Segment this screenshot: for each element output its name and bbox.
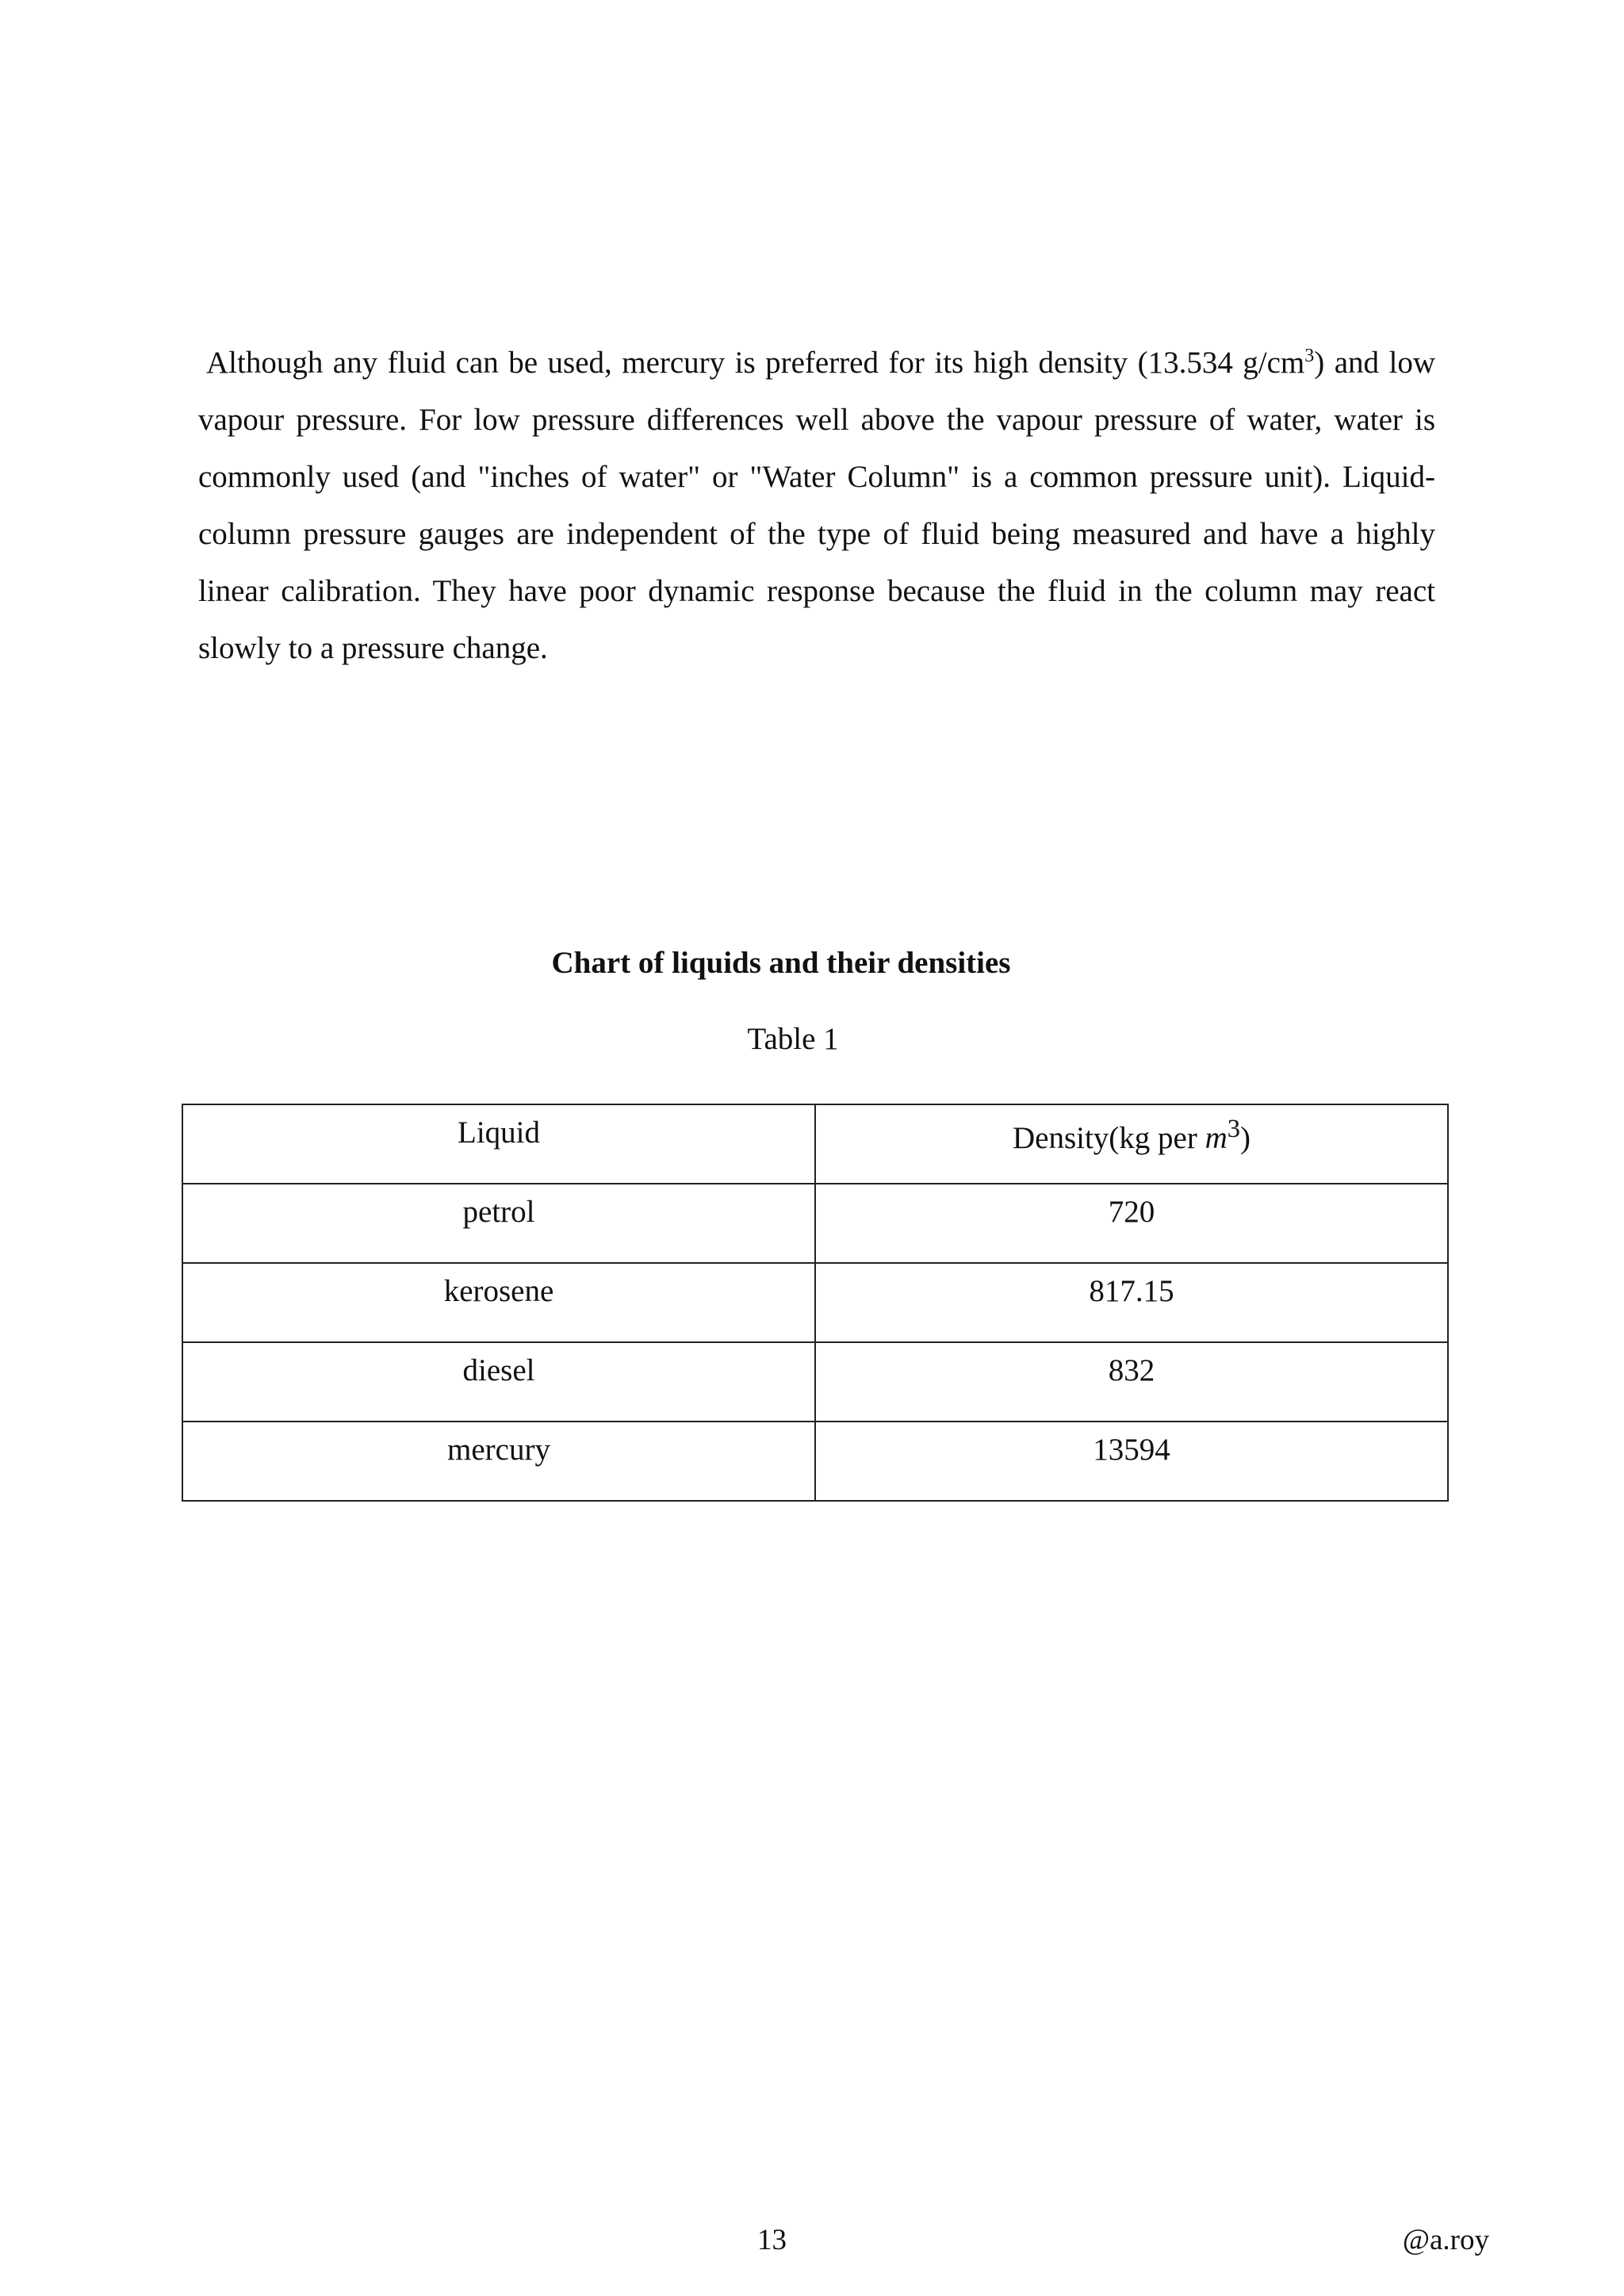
- header-density-suffix: ): [1240, 1121, 1251, 1155]
- chart-title: Chart of liquids and their densities: [551, 946, 1011, 980]
- table-caption: Table 1: [747, 1022, 839, 1056]
- cell-density: 832: [815, 1342, 1448, 1422]
- paragraph-text-start: Although any fluid can be used, mercury is preferred for its high density (13.534 g/cm: [206, 346, 1305, 380]
- header-liquid: [182, 1104, 815, 1184]
- author-handle: @a.roy: [1402, 2224, 1489, 2256]
- table-row: [182, 1342, 1448, 1422]
- cubic-superscript: 3: [1304, 346, 1315, 366]
- page-number: 13: [757, 2224, 787, 2256]
- header-density-label: Density(kg per: [1012, 1121, 1205, 1155]
- cell-liquid: petrol: [182, 1184, 815, 1263]
- cell-density: 817.15: [815, 1263, 1448, 1342]
- table-row: [182, 1184, 1448, 1263]
- header-density-unit: m: [1205, 1121, 1228, 1155]
- table-row: [182, 1263, 1448, 1342]
- cell-liquid: diesel: [182, 1342, 815, 1422]
- header-density: [815, 1104, 1448, 1184]
- paragraph-text-end: ) and low vapour pressure. For low pressure differences well above the vapour pressure of water, water is commonly used (and "inches of water" or "Water Column" is a common pressure unit). Liquid-column pressure gauges are independent of the type of fluid being measured and have a highly linear calibration. They have poor dynamic response because the fluid in the column may react slowly to a pressure change.: [198, 346, 1435, 665]
- body-paragraph: [198, 335, 1435, 677]
- table-header-row: [182, 1104, 1448, 1184]
- header-density-unit-sup: 3: [1227, 1115, 1241, 1143]
- density-table: [182, 1104, 1449, 1502]
- cell-liquid: mercury: [182, 1422, 815, 1501]
- cell-liquid: kerosene: [182, 1263, 815, 1342]
- cell-density: 13594: [815, 1422, 1448, 1501]
- cell-density: 720: [815, 1184, 1448, 1263]
- header-liquid-label: Liquid: [458, 1115, 540, 1150]
- table-row: [182, 1422, 1448, 1501]
